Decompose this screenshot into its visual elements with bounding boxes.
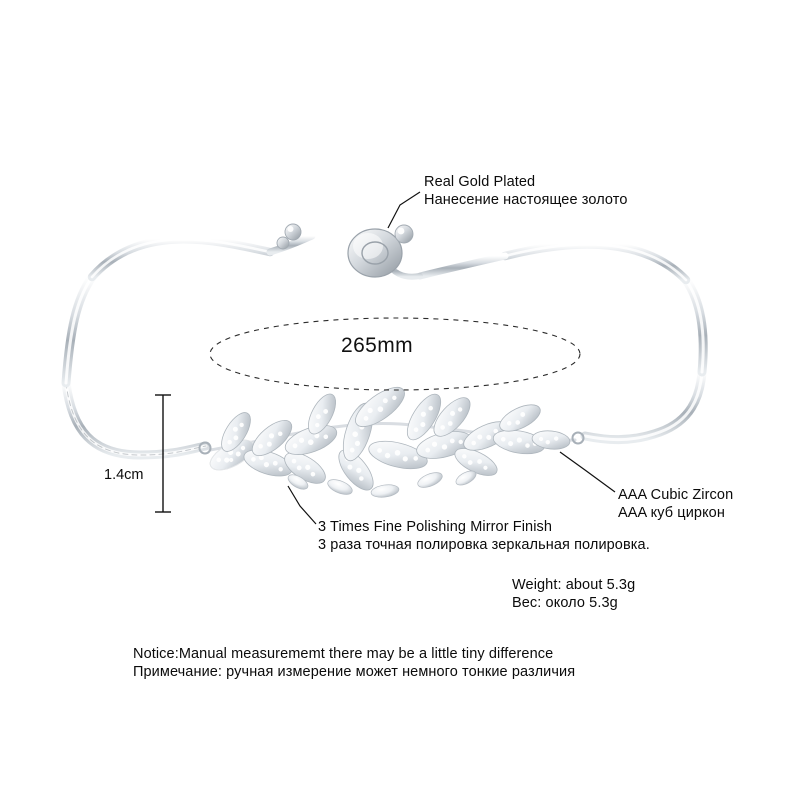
annotation-gold-plated-line2: Нанесение настоящее золото	[424, 192, 628, 209]
annotation-notice-line1: Notice:Manual measurememt there may be a little tiny difference	[133, 646, 554, 662]
chain-left	[66, 236, 312, 455]
annotation-zircon	[618, 486, 733, 522]
annotation-zircon-line2: AAA куб циркон	[618, 505, 725, 522]
annotation-polishing-line1: 3 Times Fine Polishing Mirror Finish	[318, 519, 553, 535]
annotation-polishing	[318, 518, 650, 554]
annotation-zircon-line1: AAA Cubic Zircon	[618, 487, 734, 503]
annotation-weight-line2: Вес: около 5.3g	[512, 595, 618, 612]
measurement-height-label: 1.4cm	[104, 467, 144, 483]
slider-clasp	[277, 224, 413, 277]
annotation-gold-plated-line1: Real Gold Plated	[424, 174, 536, 190]
leaf-cluster	[200, 380, 584, 499]
annotation-weight	[512, 576, 635, 612]
annotation-weight-line1: Weight: about 5.3g	[512, 577, 636, 593]
measurement-length-label: 265mm	[341, 334, 414, 357]
annotation-notice	[133, 645, 575, 681]
annotation-notice-line2: Примечание: ручная измерение может немного тонкие различия	[133, 664, 576, 681]
annotation-gold-plated	[424, 173, 628, 209]
annotation-polishing-line2: 3 раза точная полировка зеркальная полировка.	[318, 537, 650, 554]
